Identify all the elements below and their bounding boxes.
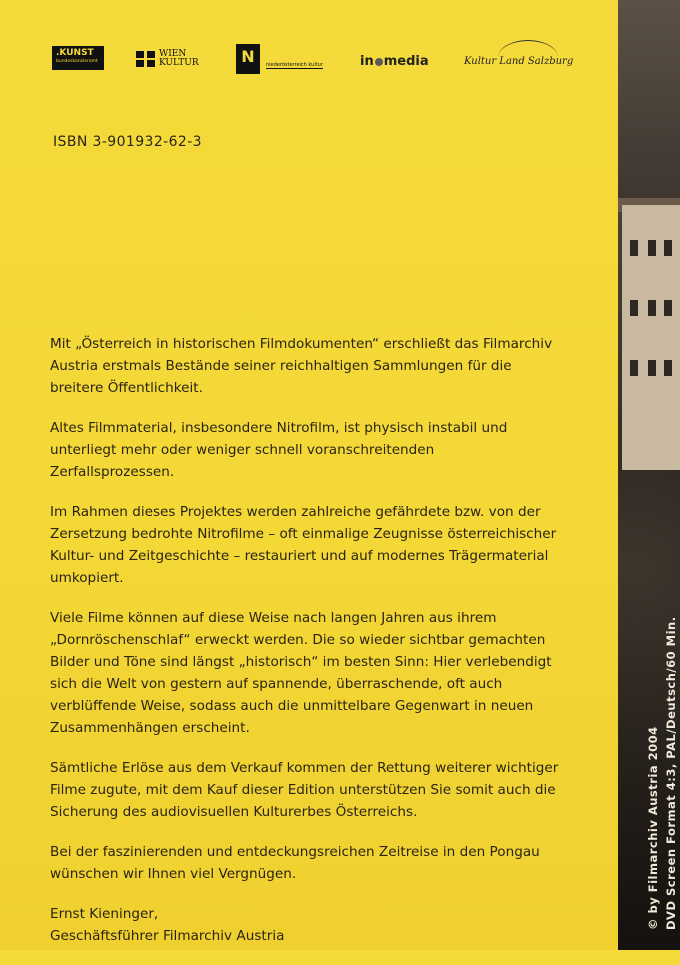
paragraph: Sämtliche Erlöse aus dem Verkauf kommen der Rettung weiterer wichtiger Filme zugute, mit dem Kauf dieser Edition unterstützen Sie somit auch die Sicherung des audiovisuellen Kulturerbes Österreichs. — [50, 760, 559, 820]
spine-window — [664, 240, 672, 256]
wien-mark-icon — [136, 51, 156, 67]
spine-window — [630, 240, 638, 256]
paragraph: Bei der faszinierenden und entdeckungsreichen Zeitreise in den Pongau wünschen wir Ihnen viel Vergnügen. — [50, 844, 540, 882]
spine-window — [630, 300, 638, 316]
paragraph: Altes Filmmaterial, insbesondere Nitrofilm, ist physisch instabil und unterliegt mehr oder weniger schnell voranschreitenden Zerfallsprozessen. — [50, 420, 508, 480]
spine-copyright: © by Filmarchiv Austria 2004 — [646, 726, 660, 930]
wien-kultur-logo: WIEN KULTUR — [136, 50, 199, 68]
salzburg-arc-icon — [498, 40, 558, 75]
kunst-logo: .KUNST bundeskanzleramt — [52, 46, 104, 70]
spine-window — [648, 360, 656, 376]
noe-kultur-logo: N niederösterreich kultur — [236, 44, 323, 74]
spine-window — [664, 300, 672, 316]
sponsor-logos — [50, 44, 590, 78]
spine-credits — [644, 616, 680, 930]
inomedia-logo: in media — [360, 54, 429, 69]
spine-window — [664, 360, 672, 376]
isbn-number: ISBN 3-901932-62-3 — [53, 134, 202, 150]
body-text — [50, 333, 562, 965]
inomedia-dot-icon — [375, 58, 383, 66]
paragraph: Mit „Österreich in historischen Filmdokumenten“ erschließt das Filmarchiv Austria erstmals Bestände seiner reichhaltigen Sammlungen für die breitere Öffentlichkeit. — [50, 336, 553, 396]
signature-title: Geschäftsführer Filmarchiv Austria — [50, 928, 285, 944]
paragraph: Im Rahmen dieses Projektes werden zahlreiche gefährdete bzw. von der Zersetzung bedrohte Nitrofilme – oft einmalige Zeugnisse österreichischer Kultur- und Zeitgeschichte – restauriert und auf modernes Trägermaterial umkopiert. — [50, 504, 557, 586]
spine-window — [630, 360, 638, 376]
paragraph: Viele Filme können auf diese Weise nach langen Jahren aus ihrem „Dornröschenschlaf“ erweckt werden. Die so wieder sichtbar gemachten Bilder und Töne sind längst „historisch“ im besten Sinn: Hier verlebendigt sich die Welt von gestern auf spannende, überraschende, oft auch verblüffende Weise, sodass auch die unmittelbare Gegenwart in neuen Zusammenhängen erscheint. — [50, 610, 552, 736]
kultur-land-salzburg-logo: Kultur Land Salzburg — [464, 56, 573, 67]
spine-window — [648, 300, 656, 316]
spine-format: DVD Screen Format 4:3, PAL/Deutsch/60 Min. — [664, 616, 678, 930]
signature-name: Ernst Kieninger, — [50, 906, 159, 922]
spine-window — [648, 240, 656, 256]
signature — [50, 903, 562, 947]
spine-sky — [618, 0, 680, 210]
